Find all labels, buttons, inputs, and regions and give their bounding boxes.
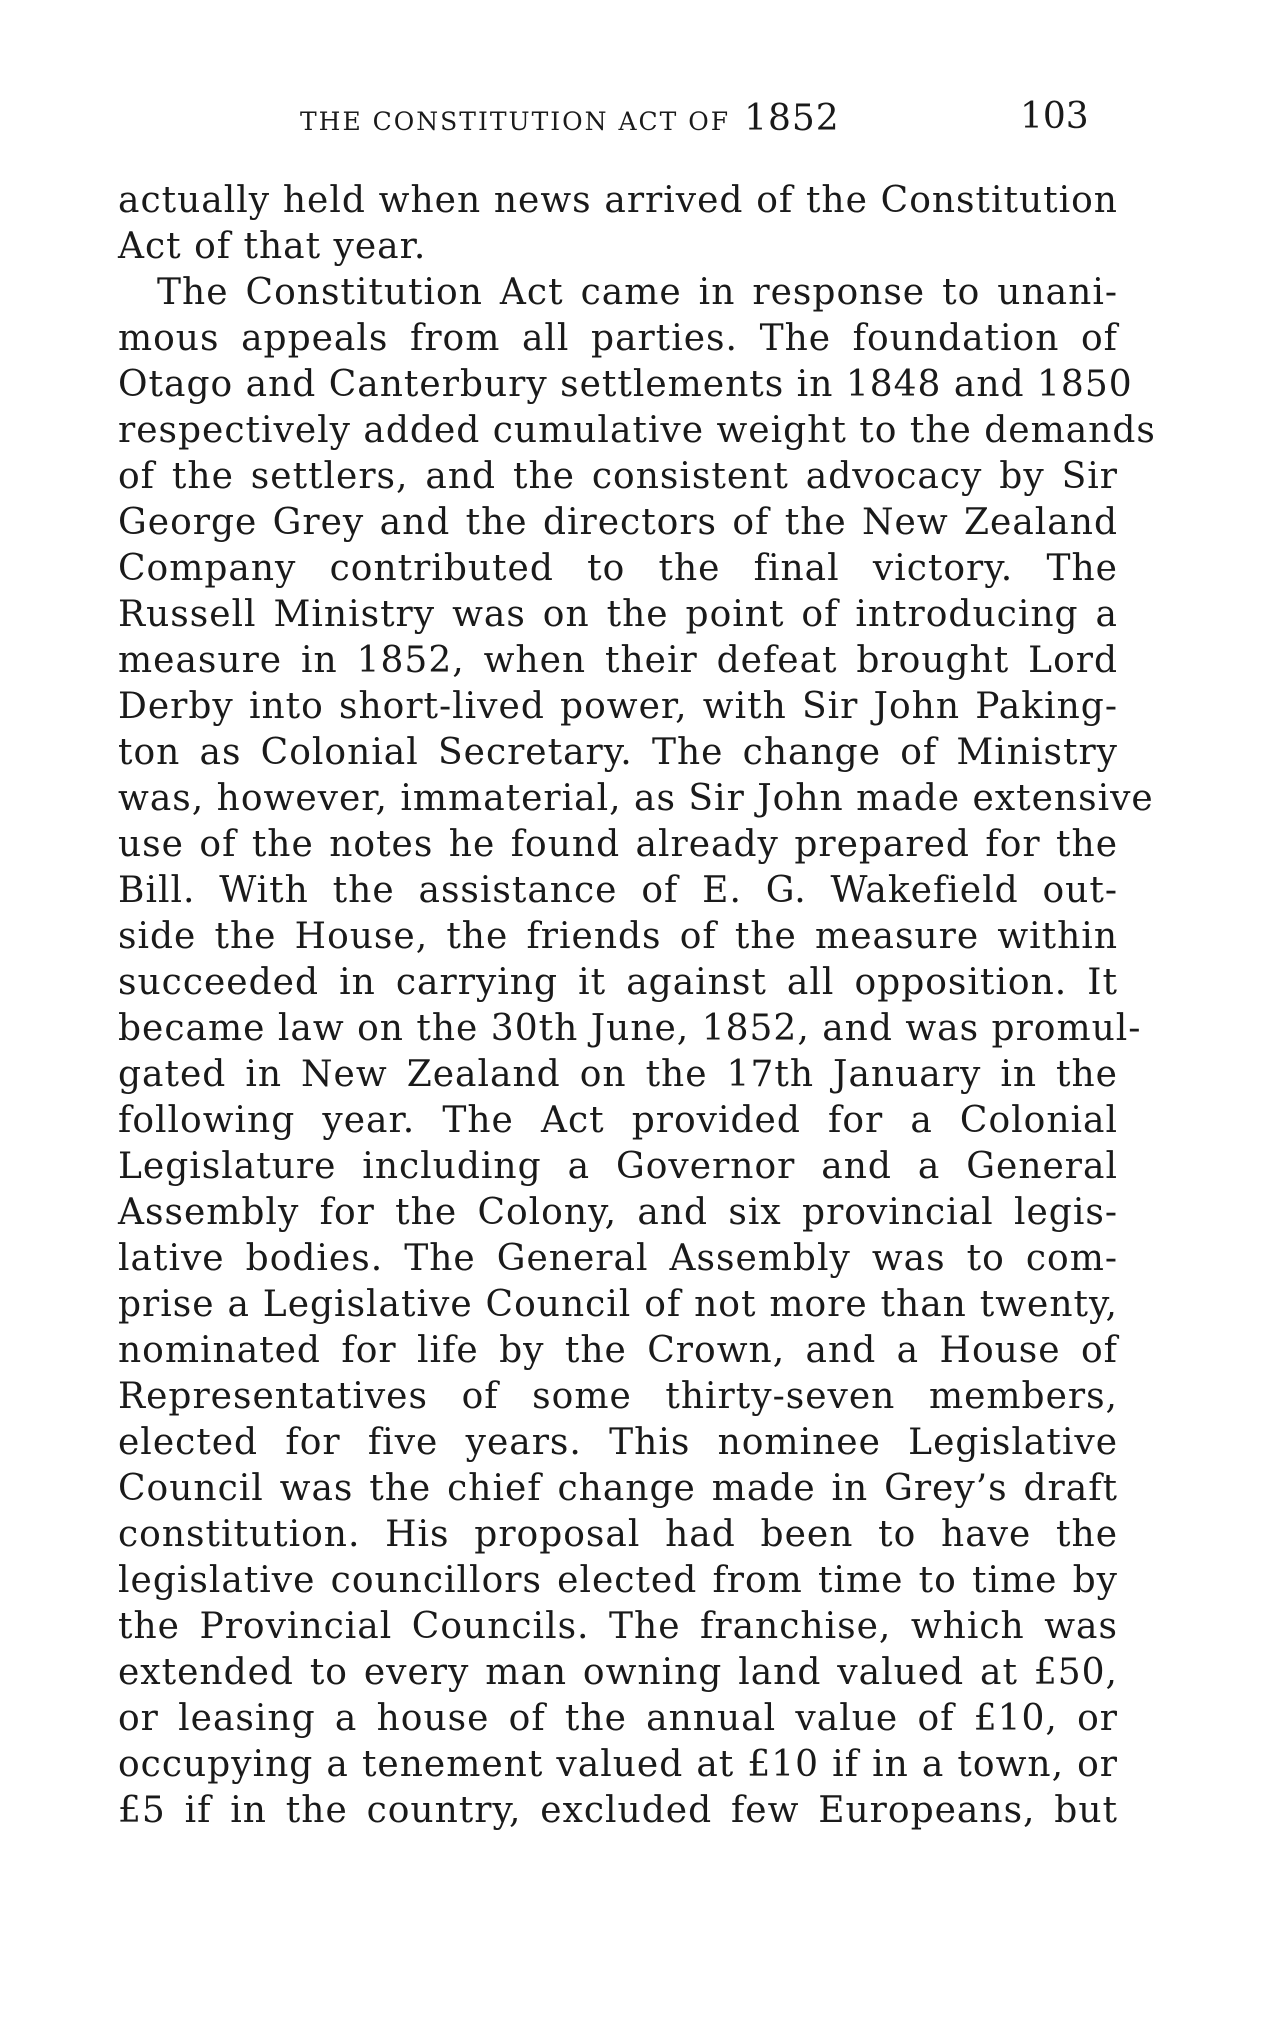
text-line: the Provincial Councils. The franchise, which was — [118, 1606, 1118, 1647]
text-line: was, however, immaterial, as Sir John made extensive — [118, 778, 1154, 819]
text-line: Russell Ministry was on the point of introducing a — [118, 594, 1118, 635]
text-line: The Constitution Act came in response to unani- — [157, 272, 1118, 313]
text-line: occupying a tenement valued at £10 if in a town, or — [118, 1744, 1118, 1785]
text-line: Legislature including a Governor and a General — [118, 1146, 1118, 1187]
page-number: 103 — [1020, 96, 1089, 137]
text-line: of the settlers, and the consistent advocacy by Sir — [118, 456, 1118, 497]
text-line: use of the notes he found already prepared for the — [118, 824, 1118, 865]
text-line: following year. The Act provided for a Colonial — [118, 1100, 1118, 1141]
text-line: measure in 1852, when their defeat brought Lord — [118, 640, 1118, 681]
text-line: or leasing a house of the annual value of £10, or — [118, 1698, 1118, 1739]
text-line: ton as Colonial Secretary. The change of Ministry — [118, 732, 1118, 773]
text-line: gated in New Zealand on the 17th January in the — [118, 1054, 1118, 1095]
running-head-title: THE CONSTITUTION ACT OF — [300, 107, 731, 136]
text-line: mous appeals from all parties. The foundation of — [118, 318, 1118, 359]
text-line: Act of that year. — [118, 226, 427, 267]
text-line: nominated for life by the Crown, and a House of — [118, 1330, 1118, 1371]
text-line: Council was the chief change made in Grey’s draft — [118, 1468, 1118, 1509]
text-line: succeeded in carrying it against all opposition. It — [118, 962, 1118, 1003]
text-line: legislative councillors elected from time to time by — [118, 1560, 1118, 1601]
text-line: £5 if in the country, excluded few Europeans, but — [118, 1790, 1118, 1831]
text-line: Bill. With the assistance of E. G. Wakefield out- — [118, 870, 1118, 911]
text-line: side the House, the friends of the measure within — [118, 916, 1118, 957]
running-head — [300, 98, 840, 139]
text-line: became law on the 30th June, 1852, and was promul- — [118, 1008, 1142, 1049]
text-line: elected for five years. This nominee Legislative — [118, 1422, 1118, 1463]
text-line: George Grey and the directors of the New Zealand — [118, 502, 1118, 543]
text-line: Representatives of some thirty-seven members, — [118, 1376, 1118, 1417]
text-line: actually held when news arrived of the Constitution — [118, 180, 1118, 221]
text-line: Derby into short-lived power, with Sir John Paking- — [118, 686, 1118, 727]
text-line: respectively added cumulative weight to the demands — [118, 410, 1156, 451]
text-line: lative bodies. The General Assembly was to com- — [118, 1238, 1118, 1279]
text-line: constitution. His proposal had been to have the — [118, 1514, 1118, 1555]
text-line: Assembly for the Colony, and six provincial legis- — [118, 1192, 1118, 1233]
text-line: Company contributed to the final victory. The — [118, 548, 1118, 589]
text-line: extended to every man owning land valued at £50, — [118, 1652, 1118, 1693]
text-line: prise a Legislative Council of not more than twenty, — [118, 1284, 1118, 1325]
running-head-year: 1852 — [744, 98, 840, 139]
text-line: Otago and Canterbury settlements in 1848 and 1850 — [118, 364, 1133, 405]
